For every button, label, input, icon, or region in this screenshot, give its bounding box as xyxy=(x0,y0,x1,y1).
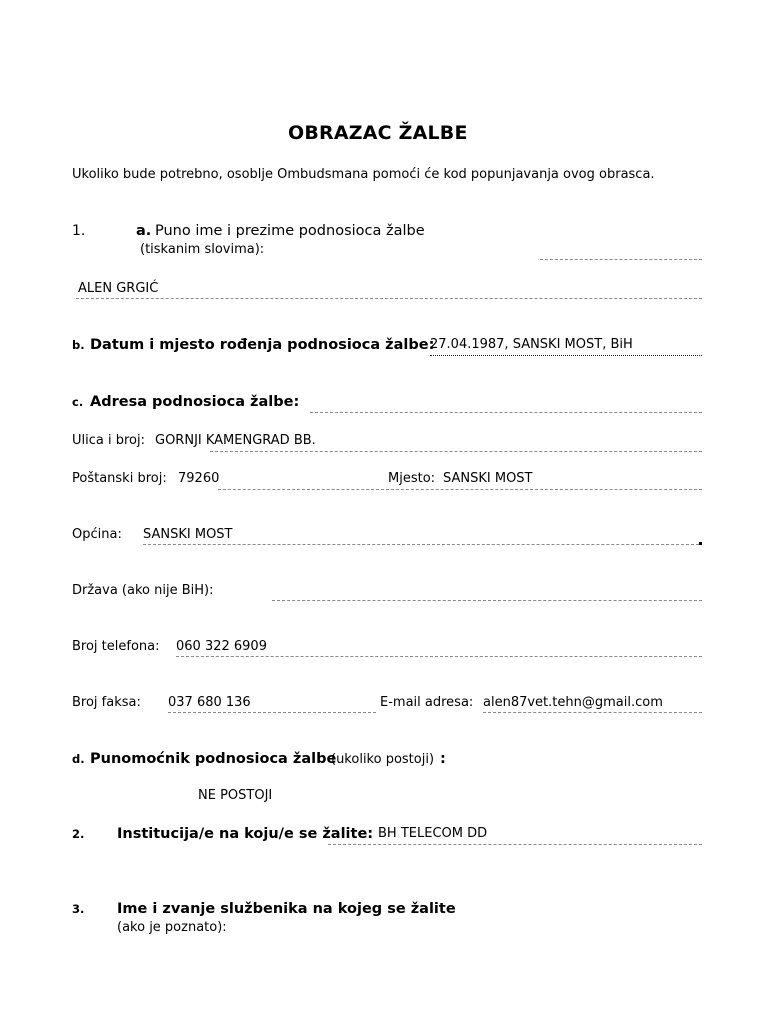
fax-value[interactable]: 037 680 136 xyxy=(168,695,251,710)
phone-label: Broj telefona: xyxy=(72,639,160,654)
intro-text: Ukoliko bude potrebno, osoblje Ombudsmana pomoći će kod popunjavanja ovog obrasca. xyxy=(72,167,655,182)
place-value[interactable]: SANSKI MOST xyxy=(443,471,533,486)
place-label: Mjesto: xyxy=(388,471,436,486)
qd-value[interactable]: NE POSTOJI xyxy=(198,788,273,803)
qc-letter: c. xyxy=(72,395,84,409)
country-label: Država (ako nije BiH): xyxy=(72,583,214,598)
qb-value[interactable]: 27.04.1987, SANSKI MOST, BiH xyxy=(430,337,633,352)
q1-label: Puno ime i prezime podnosioca žalbe xyxy=(155,223,425,239)
qd-label: Punomoćnik podnosioca žalbe xyxy=(90,751,337,767)
municipality-label: Općina: xyxy=(72,527,122,542)
qc-address-field xyxy=(310,412,702,413)
place-field xyxy=(386,489,702,490)
q1-hint: (tiskanim slovima): xyxy=(140,242,265,257)
q3-label: Ime i zvanje službenika na kojeg se žalite xyxy=(117,901,456,917)
qb-label: Datum i mjesto rođenja podnosioca žalbe: xyxy=(90,337,435,353)
q1-name-field xyxy=(76,298,702,299)
qb-field xyxy=(430,355,702,356)
fax-label: Broj faksa: xyxy=(72,695,141,710)
municipality-field-end-dot xyxy=(699,542,702,545)
q2-label: Institucija/e na koju/e se žalite: xyxy=(117,826,374,842)
phone-field xyxy=(176,656,702,657)
municipality-value[interactable]: SANSKI MOST xyxy=(143,527,233,542)
q3-number: 3. xyxy=(72,902,85,916)
form-title: OBRAZAC ŽALBE xyxy=(288,122,468,144)
qd-hint: (ukoliko postoji) xyxy=(331,752,435,767)
email-label: E-mail adresa: xyxy=(380,695,474,710)
street-value[interactable]: GORNJI KAMENGRAD BB. xyxy=(155,433,316,448)
q3-hint: (ako je poznato): xyxy=(117,920,227,935)
qb-letter: b. xyxy=(72,338,85,352)
country-field xyxy=(272,600,702,601)
q1-name-value[interactable]: ALEN GRGIĆ xyxy=(78,281,159,296)
postal-field xyxy=(218,489,384,490)
phone-value[interactable]: 060 322 6909 xyxy=(176,639,267,654)
q2-number: 2. xyxy=(72,827,85,841)
email-field xyxy=(483,712,702,713)
fax-field xyxy=(168,712,376,713)
q1-number: 1. xyxy=(72,223,86,239)
email-value[interactable]: alen87vet.tehn@gmail.com xyxy=(483,695,663,710)
q2-value[interactable]: BH TELECOM DD xyxy=(378,826,488,841)
street-field xyxy=(210,451,702,452)
street-label: Ulica i broj: xyxy=(72,433,145,448)
q2-field xyxy=(328,844,702,845)
qd-letter: d. xyxy=(72,752,85,766)
municipality-field xyxy=(143,544,699,545)
postal-value[interactable]: 79260 xyxy=(178,471,220,486)
qd-colon: : xyxy=(440,751,446,767)
q1-line-top xyxy=(540,259,702,260)
postal-label: Poštanski broj: xyxy=(72,471,167,486)
q1-letter: a. xyxy=(136,223,152,239)
qc-label: Adresa podnosioca žalbe: xyxy=(90,394,300,410)
